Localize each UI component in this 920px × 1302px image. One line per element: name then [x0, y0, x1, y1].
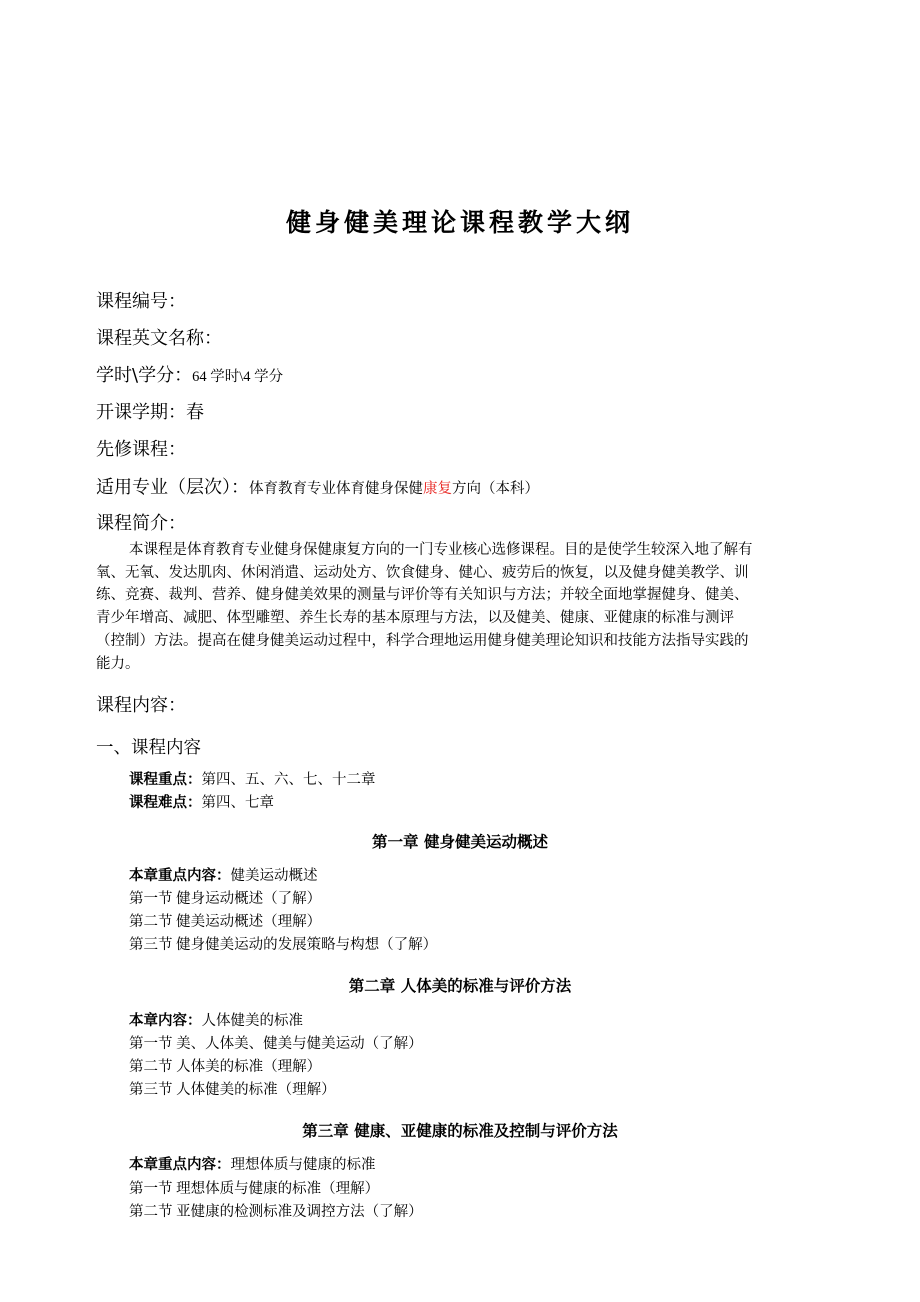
- hours-credits-label: 学时\学分：: [96, 365, 193, 386]
- difficult-points-label: 课程难点：: [129, 795, 202, 811]
- difficult-points-value: 第四、七章: [201, 795, 274, 811]
- intro-line: 本课程是体育教育专业健身保健康复方向的一门专业核心选修课程。目的是使学生较深入地了解有: [129, 542, 753, 558]
- intro-heading: [96, 512, 186, 536]
- term-value: 春: [186, 402, 204, 423]
- hours-credits-value: 64 学时\4 学分: [192, 369, 284, 385]
- chapter-1-focus-value: 健美运动概述: [230, 868, 318, 884]
- chapter-1-focus-label: 本章重点内容：: [129, 868, 231, 884]
- chapter-2-section: 第一节 美、人体美、健美与健美运动（了解）: [129, 1036, 423, 1052]
- difficult-points-line: [129, 792, 274, 815]
- major-value-part2: 方向（本科）: [452, 481, 539, 497]
- document-title: 健身健美理论课程教学大纲: [285, 208, 634, 237]
- chapter-2-focus-label: 本章内容：: [129, 1013, 202, 1029]
- intro-line: （控制）方法。提高在健身健美运动过程中，科学合理地运用健身健美理论知识和技能方法指导实践的: [96, 632, 749, 649]
- chapter-3-focus-value: 理想体质与健康的标准: [230, 1157, 376, 1173]
- course-number-field: [96, 290, 186, 314]
- key-points-value: 第四、五、六、七、十二章: [201, 772, 376, 788]
- major-value-highlight: 康复: [423, 481, 452, 497]
- chapter-2-focus: [129, 1010, 303, 1033]
- section-one-title: 一、课程内容: [96, 738, 201, 758]
- chapter-3-focus-label: 本章重点内容：: [129, 1157, 231, 1173]
- course-english-name-label: 课程英文名称：: [96, 328, 222, 349]
- course-english-name-field: [96, 327, 222, 351]
- course-number-label: 课程编号：: [96, 291, 186, 312]
- intro-line: 练、竞赛、裁判、营养、健身健美效果的测量与评价等有关知识与方法；并较全面地掌握健身、健美、: [96, 587, 749, 604]
- chapter-3-title: [0, 1119, 920, 1141]
- chapter-1-section: 第三节 健身健美运动的发展策略与构想（了解）: [129, 937, 438, 953]
- intro-paragraph: [96, 539, 824, 675]
- prerequisite-field: [96, 438, 186, 462]
- chapter-2-section: 第二节 人体美的标准（理解）: [129, 1059, 322, 1075]
- chapter-3-section: 第一节 理想体质与健康的标准（理解）: [129, 1181, 380, 1197]
- key-points-line: [129, 769, 376, 792]
- chapter-2-focus-value: 人体健美的标准: [201, 1013, 303, 1029]
- intro-line: 氧、无氧、发达肌肉、休闲消遣、运动处方、饮食健身、健心、疲劳后的恢复，以及健身健美教学、训: [96, 564, 749, 581]
- prerequisite-label: 先修课程：: [96, 439, 186, 460]
- chapter-2-section: 第三节 人体健美的标准（理解）: [129, 1082, 336, 1098]
- chapter-3-section: 第二节 亚健康的检测标准及调控方法（了解）: [129, 1204, 423, 1220]
- intro-line: 能力。: [96, 655, 140, 672]
- chapter-1-title: [0, 830, 920, 852]
- major-value: [249, 481, 539, 497]
- intro-label: 课程简介：: [96, 513, 186, 534]
- major-field: [96, 476, 539, 501]
- chapter-1-title-text: 第一章 健身健美运动概述: [372, 833, 548, 851]
- major-label: 适用专业（层次）：: [96, 477, 249, 498]
- intro-line: 青少年增高、减肥、体型雕塑、养生长寿的基本原理与方法，以及健美、健康、亚健康的标准与测评: [96, 610, 734, 627]
- major-value-part1: 体育教育专业体育健身保健: [249, 481, 423, 497]
- chapter-1-section: 第一节 健身运动概述（了解）: [129, 891, 322, 907]
- term-field: [96, 401, 204, 425]
- term-label: 开课学期：: [96, 402, 186, 423]
- hours-credits-field: [96, 364, 283, 389]
- chapter-2-title-text: 第二章 人体美的标准与评价方法: [348, 977, 572, 995]
- chapter-1-focus: [129, 865, 318, 888]
- chapter-3-focus: [129, 1154, 376, 1177]
- course-content-heading: 课程内容：: [96, 695, 186, 716]
- chapter-1-section: 第二节 健美运动概述（理解）: [129, 914, 322, 930]
- key-points-label: 课程重点：: [129, 772, 202, 788]
- chapter-2-title: [0, 974, 920, 996]
- chapter-3-title-text: 第三章 健康、亚健康的标准及控制与评价方法: [302, 1122, 618, 1140]
